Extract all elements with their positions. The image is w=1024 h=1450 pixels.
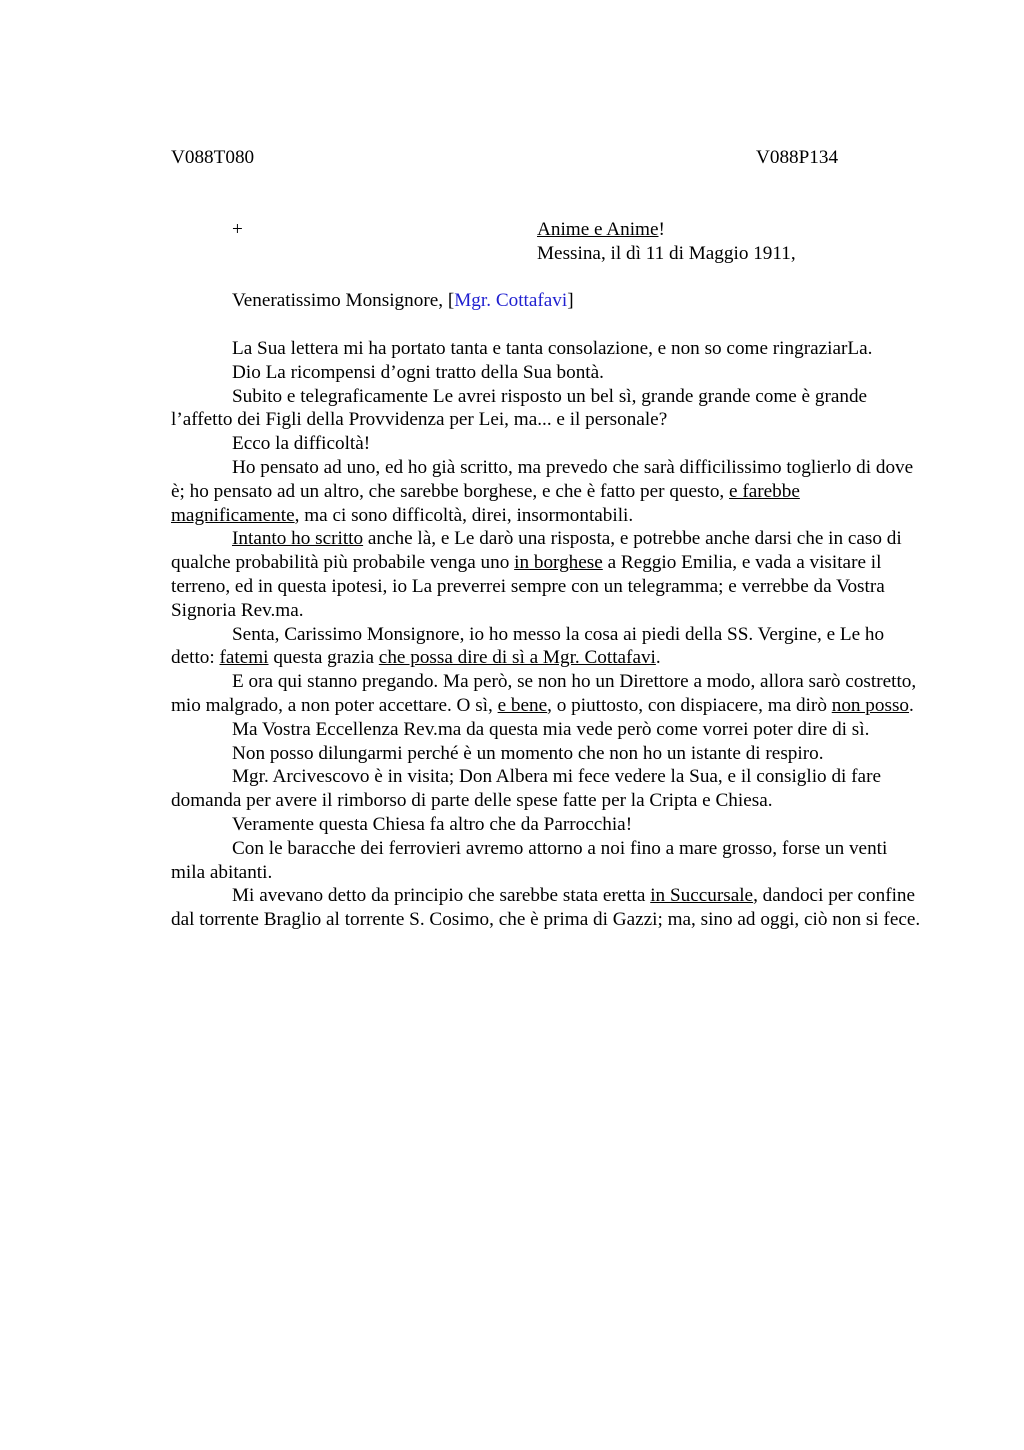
salutation — [232, 289, 574, 313]
text-run: . — [909, 694, 914, 716]
underlined-text: in borghese — [514, 552, 603, 574]
paragraph — [171, 765, 923, 813]
text-run: Mgr. Arcivescovo è in visita; Don Albera mi fece vedere la Sua, e il consiglio di fare domanda per avere il rimborso di parte delle spese fatte per la Cripta e Chiesa. — [171, 766, 881, 812]
document-code-left: V088T080 — [171, 147, 255, 168]
paragraph — [171, 337, 923, 361]
underlined-text: in Succursale — [650, 885, 754, 907]
paragraph — [171, 623, 923, 671]
paragraph — [171, 837, 923, 885]
text-run: , ma ci sono difficoltà, direi, insormontabili. — [294, 504, 634, 526]
text-run: , dandoci per confine dal torrente Braglio al torrente S. Cosimo, che è prima di Gazzi; ma, sino ad oggi, ciò non si fece. — [171, 885, 921, 931]
text-run: Ecco la difficoltà! — [232, 433, 371, 455]
text-run: Ma Vostra Eccellenza Rev.ma da questa mia vede però come vorrei poter dire di sì. — [232, 718, 870, 740]
letter-title-suffix: ! — [658, 219, 665, 240]
text-run: Subito e telegraficamente Le avrei risposto un bel sì, grande grande come è grande l’affetto dei Figli della Provvidenza per Lei, ma... e il personale? — [171, 385, 868, 431]
underlined-text: Intanto ho scritto — [232, 528, 364, 550]
underlined-text: che possa dire di sì a Mgr. Cottafavi — [378, 647, 656, 669]
text-run: E ora qui stanno pregando. Ma però, se non ho un Direttore a modo, allora sarò costretto, mio malgrado, a non poter accettare. O sì, — [171, 671, 917, 716]
underlined-text: non posso — [831, 694, 910, 716]
text-run: , o piuttosto, con dispiacere, ma dirò — [547, 694, 832, 716]
paragraph — [171, 742, 923, 766]
recipient-name: Mgr. Cottafavi — [454, 290, 568, 311]
letter-title — [537, 218, 796, 242]
paragraph — [171, 527, 923, 622]
place-date: Messina, il dì 11 di Maggio 1911, — [537, 242, 796, 264]
paragraph — [171, 670, 923, 718]
paragraph — [171, 718, 923, 742]
paragraph — [171, 813, 923, 837]
letter-body — [171, 337, 923, 932]
paragraph — [171, 432, 923, 456]
text-run: . — [655, 647, 661, 669]
paragraph — [171, 456, 923, 527]
paragraph — [171, 361, 923, 385]
paragraph — [171, 884, 923, 932]
text-run: Senta, Carissimo Monsignore, io ho messo la cosa ai piedi della SS. Vergine, e Le ho detto: — [171, 623, 885, 669]
text-run: questa grazia — [268, 647, 379, 669]
text-run: Non posso dilungarmi perché è un momento che non ho un istante di respiro. — [232, 742, 824, 764]
text-run: Mi avevano detto da principio che sarebbe stata eretta — [232, 885, 651, 907]
document-code-right: V088P134 — [756, 147, 839, 168]
text-run: Ho pensato ad uno, ed ho già scritto, ma prevedo che sarà difficilissimo toglierlo di dove è; ho pensato ad un altro, che sarebbe borghese, e che è fatto per questo, — [171, 456, 914, 502]
salutation-prefix: Veneratissimo Monsignore, [ — [232, 290, 455, 311]
salutation-suffix: ] — [567, 290, 574, 311]
cross-symbol: + — [232, 219, 243, 240]
letter-title-underlined: Anime e Anime — [537, 219, 659, 240]
underlined-text: fatemi — [219, 647, 269, 669]
underlined-text: e farebbe magnificamente — [171, 480, 800, 526]
underlined-text: e bene — [497, 694, 548, 716]
text-run: anche là, e Le darò una risposta, e potrebbe anche darsi che in caso di qualche probabilità più probabile venga uno — [171, 528, 902, 574]
paragraph — [171, 385, 923, 433]
text-run: Veramente questa Chiesa fa altro che da Parrocchia! — [232, 813, 633, 835]
text-run: a Reggio Emilia, e vada a visitare il terreno, ed in questa ipotesi, io La preverrei sempre con un telegramma; e verrebbe da Vostra Signoria Rev.ma. — [171, 552, 885, 621]
text-run: Dio La ricompensi d’ogni tratto della Sua bontà. — [232, 361, 604, 383]
text-run: Con le baracche dei ferrovieri avremo attorno a noi fino a mare grosso, forse un venti mila abitanti. — [171, 837, 888, 883]
text-run: La Sua lettera mi ha portato tanta e tanta consolazione, e non so come ringraziarLa. — [232, 338, 873, 359]
title-block — [537, 218, 796, 266]
